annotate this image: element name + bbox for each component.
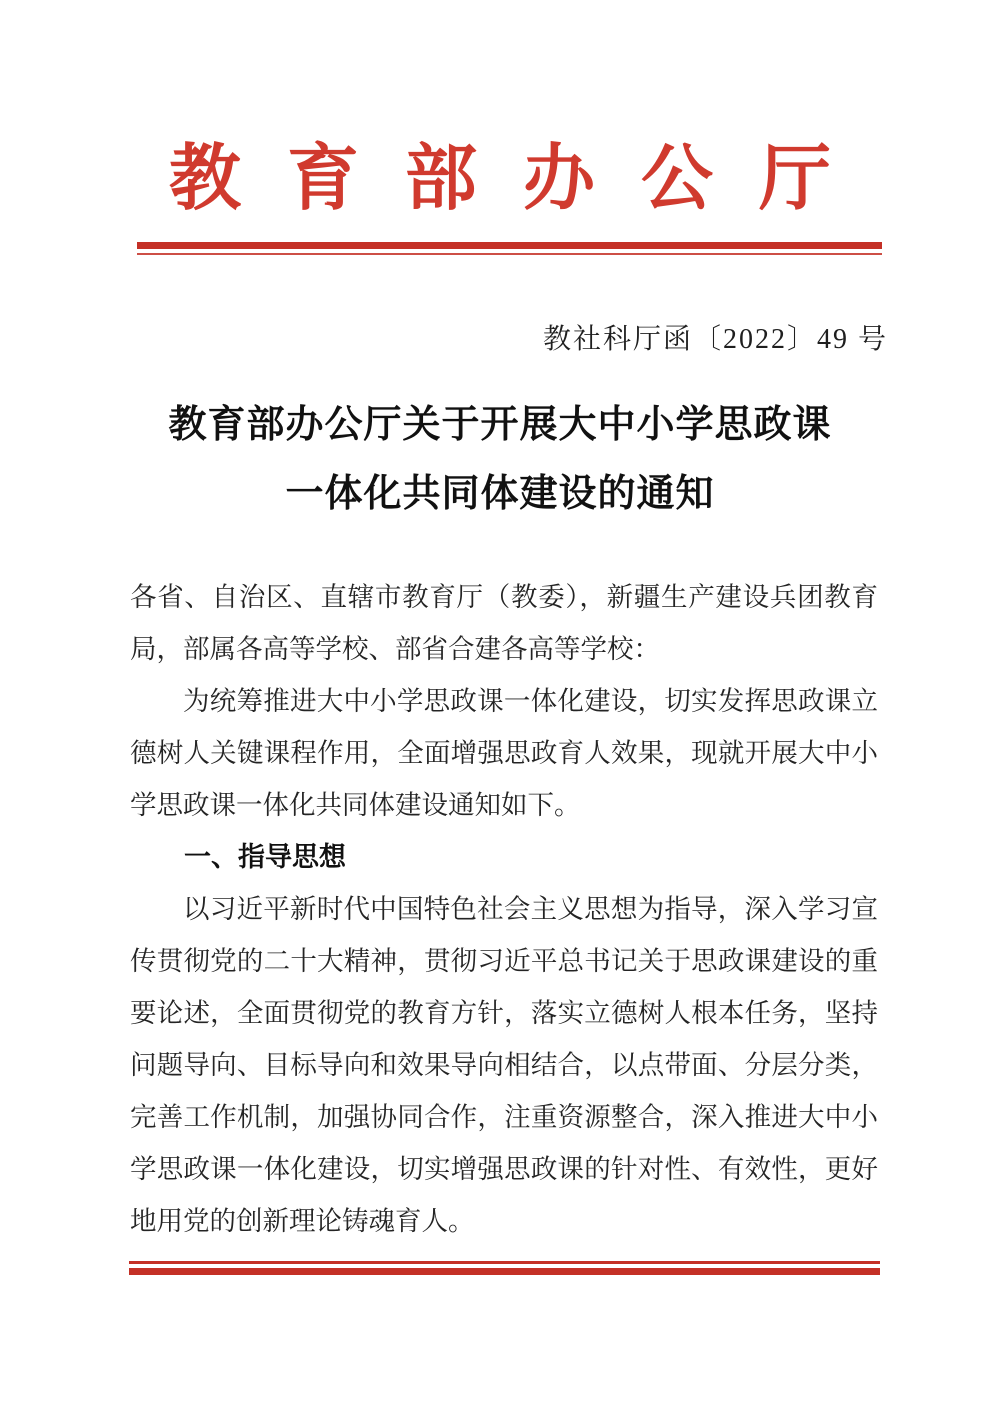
footer-thick-line	[129, 1268, 880, 1275]
separator-thin-line	[137, 253, 882, 255]
footer-separator	[129, 1261, 880, 1275]
document-title-line-2: 一体化共同体建设的通知	[285, 473, 715, 515]
document-body	[130, 571, 878, 1247]
document-number: 教社科厅函〔2022〕49 号	[542, 324, 888, 355]
section-1-heading: 一、指导思想	[184, 842, 346, 872]
separator-thick-line	[137, 242, 882, 249]
document-title-line-1: 教育部办公厅关于开展大中小学思政课	[168, 404, 832, 446]
intro-paragraph: 为统筹推进大中小学思政课一体化建设，切实发挥思政课立德树人关键课程作用，全面增强思政育人效果，现就开展大中小学思政课一体化共同体建设通知如下。	[130, 686, 878, 820]
letterhead-agency-title: 教育部办公厅	[168, 139, 877, 219]
footer-thin-line	[129, 1261, 880, 1264]
section-1-paragraph: 以习近平新时代中国特色社会主义思想为指导，深入学习宣传贯彻党的二十大精神，贯彻习近平总书记关于思政课建设的重要论述，全面贯彻党的教育方针，落实立德树人根本任务，坚持问题导向、目标导向和效果导向相结合，以点带面、分层分类，完善工作机制，加强协同合作，注重资源整合，深入推进大中小学思政课一体化建设，切实增强思政课的针对性、有效性，更好地用党的创新理论铸魂育人。	[130, 894, 878, 1236]
document-title	[0, 391, 1000, 529]
salutation-paragraph: 各省、自治区、直辖市教育厅（教委），新疆生产建设兵团教育局，部属各高等学校、部省合建各高等学校：	[130, 582, 878, 664]
letterhead-separator	[137, 242, 882, 255]
